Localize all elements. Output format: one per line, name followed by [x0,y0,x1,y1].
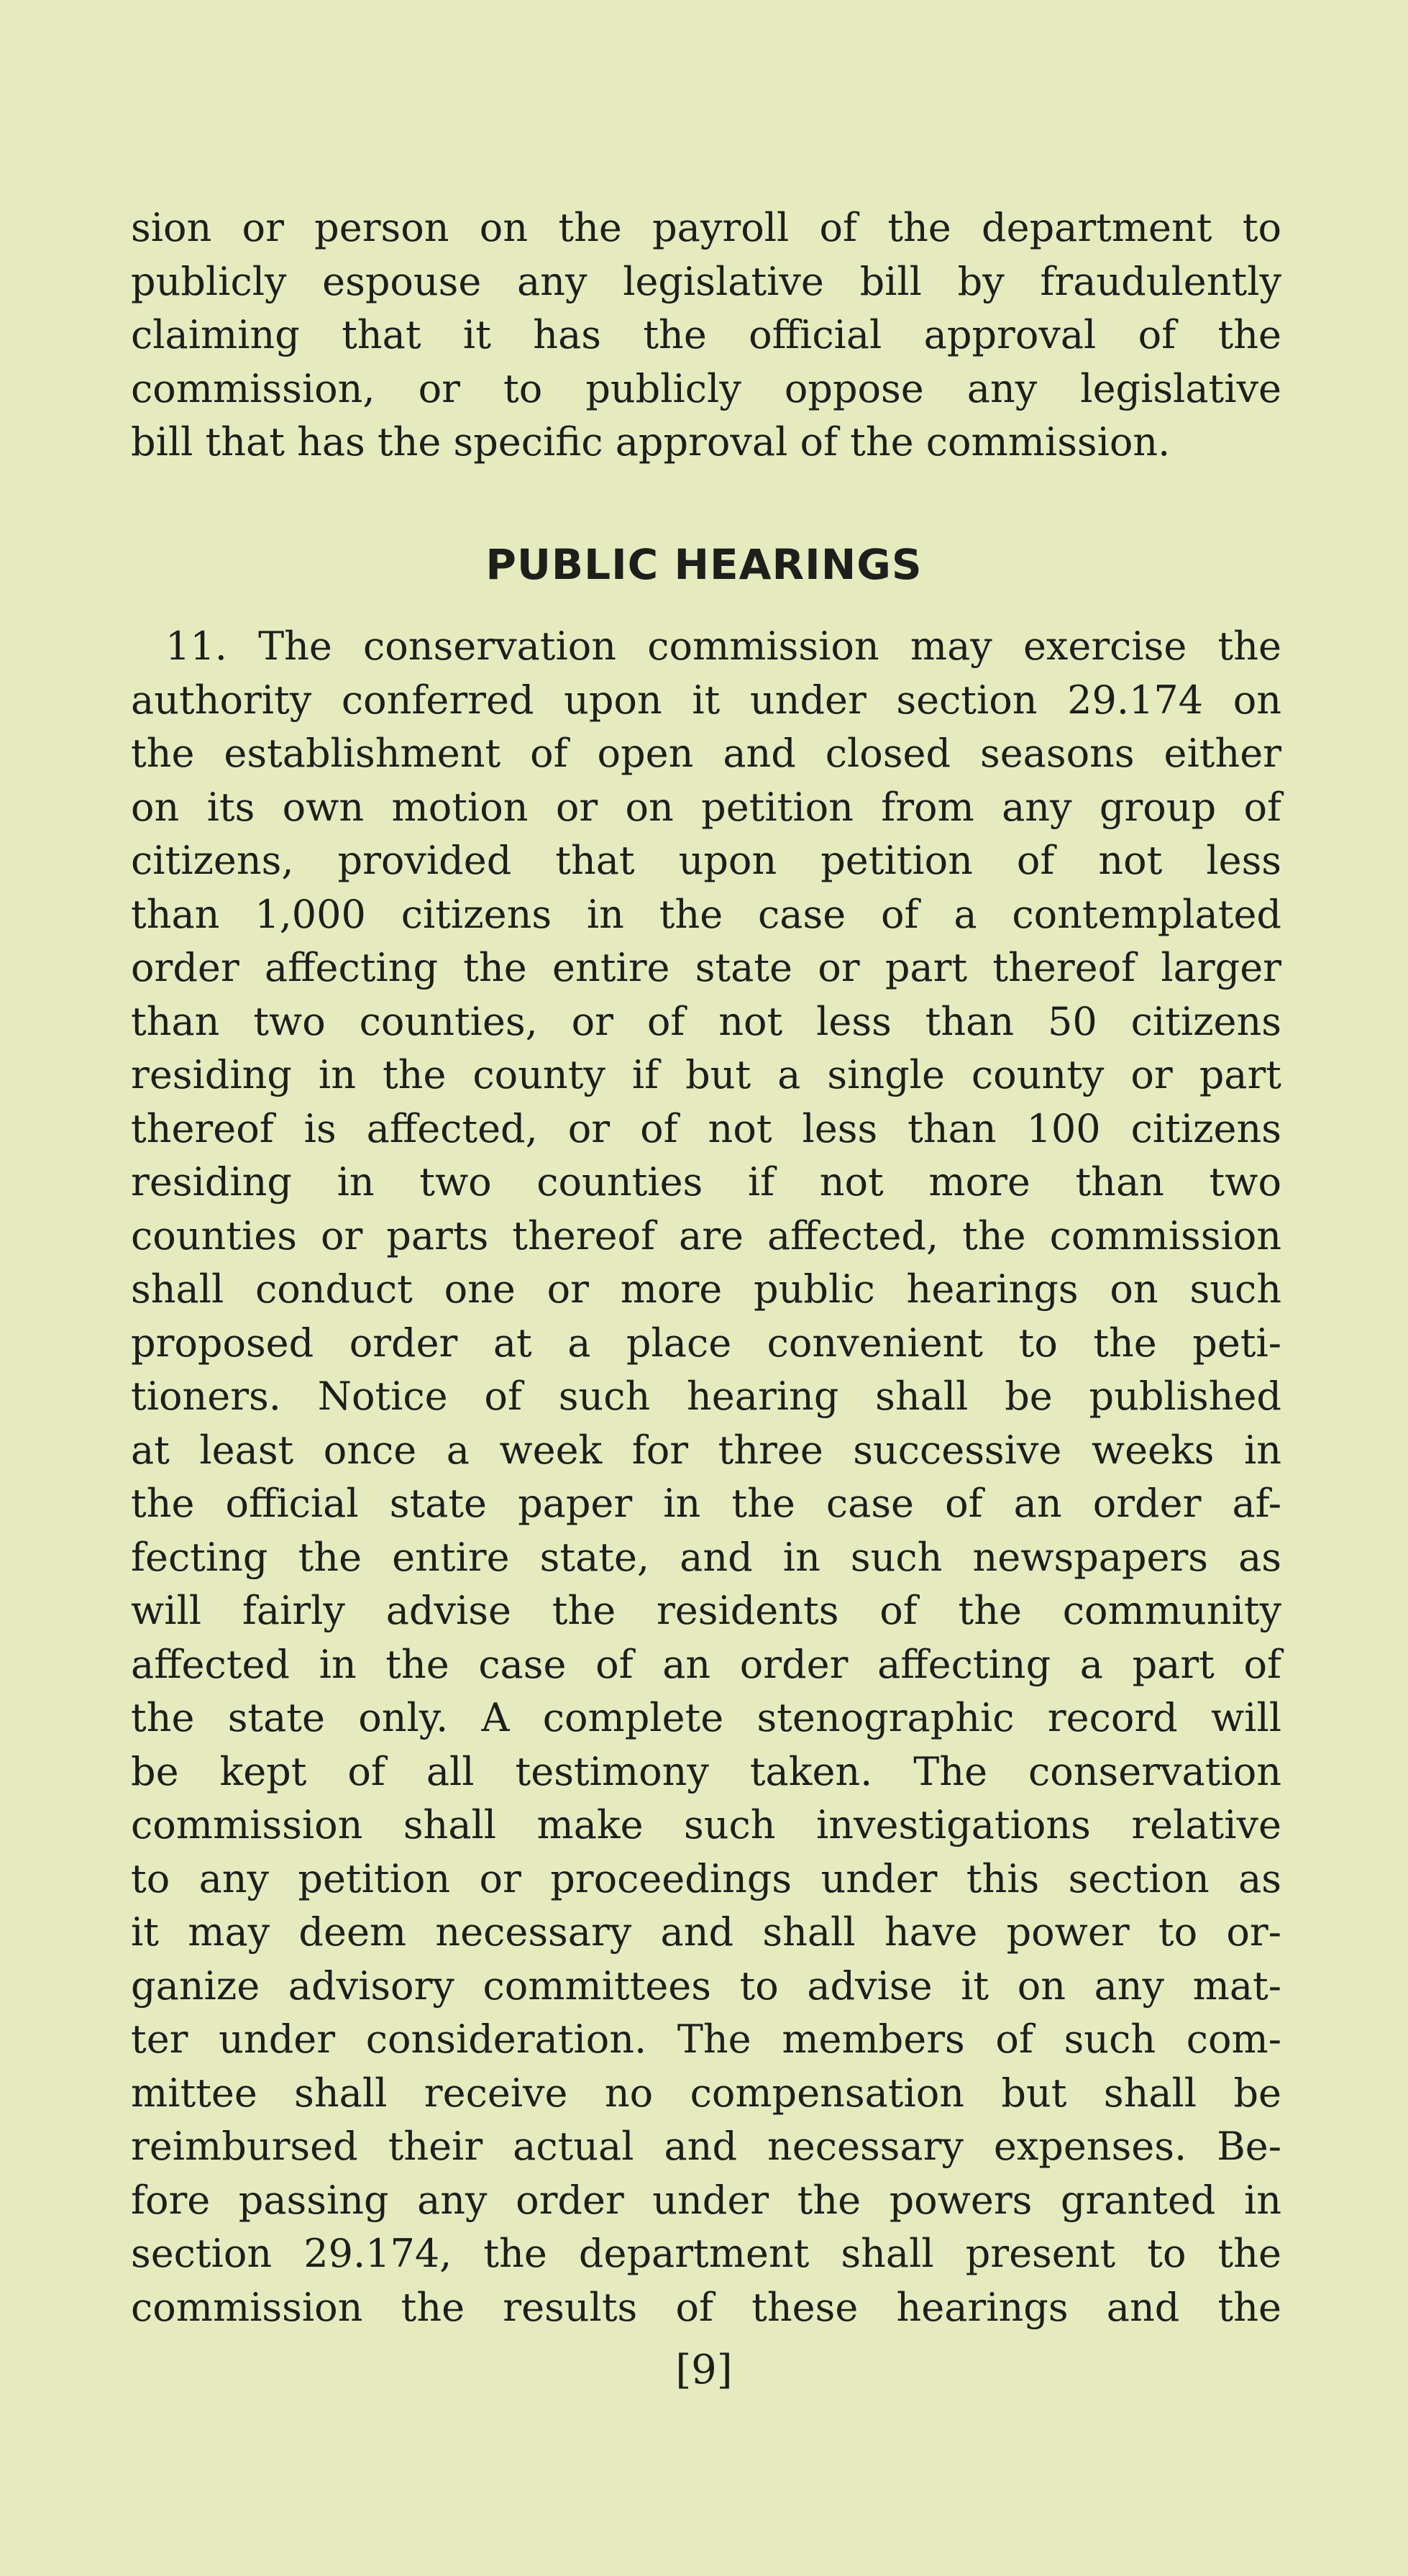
paragraph-line: at least once a week for three successive weeks in [131,1427,1281,1473]
paragraph-line: fecting the entire state, and in such newspapers as [131,1534,1281,1580]
page-number: [9] [675,2347,733,2393]
paragraph-line: ganize advisory committees to advise it on any mat- [131,1963,1281,2009]
paragraph-line: residing in the county if but a single county or part [131,1052,1281,1097]
paragraph-line: commission the results of these hearings and the [131,2284,1281,2330]
paragraph-line: to any petition or proceedings under this section as [131,1855,1281,1901]
paragraph-line: section 29.174, the department shall present to the [131,2231,1281,2276]
paragraph-line: will fairly advise the residents of the community [131,1588,1281,1633]
section-11-paragraph [131,620,1281,2334]
paragraph-line: than two counties, or of not less than 50 citizens [131,998,1281,1044]
paragraph-line: publicly espouse any legislative bill by fraudulently [131,258,1281,304]
paragraph-line: 11. The conservation commission may exercise the [165,624,1281,669]
paragraph-line: be kept of all testimony taken. The conservation [131,1748,1281,1794]
paragraph-line: shall conduct one or more public hearings on such [131,1266,1281,1312]
paragraph-line: commission shall make such investigations relative [131,1802,1281,1847]
paragraph-line: commission, or to publicly oppose any legislative [131,365,1281,411]
paragraph-line: on its own motion or on petition from any group of [131,784,1281,830]
paragraph-line: proposed order at a place convenient to the peti- [131,1320,1281,1366]
paragraph-line: fore passing any order under the powers granted in [131,2177,1281,2223]
paragraph-line: claiming that it has the official approval of the [131,312,1281,357]
intro-paragraph [131,201,1281,470]
paragraph-line: bill that has the specific approval of the commission. [131,419,1171,465]
paragraph-line: than 1,000 citizens in the case of a contemplated [131,891,1281,937]
paragraph-line: ter under consideration. The members of such com- [131,2017,1281,2062]
paragraph-line: affected in the case of an order affecting a part of [131,1641,1281,1687]
paragraph-line: order affecting the entire state or part thereof larger [131,945,1281,990]
paragraph-line: counties or parts thereof are affected, the commission [131,1212,1281,1259]
paragraph-line: the establishment of open and closed seasons either [131,731,1281,776]
section-heading: PUBLIC HEARINGS [485,540,923,589]
paragraph-line: sion or person on the payroll of the department to [131,205,1281,250]
paragraph-line: the state only. A complete stenographic record will [131,1695,1281,1740]
paragraph-line: authority conferred upon it under section 29.174 on [131,677,1281,723]
paragraph-line: mittee shall receive no compensation but shall be [131,2070,1281,2116]
paragraph-line: the official state paper in the case of an order af- [131,1481,1281,1526]
paragraph-line: it may deem necessary and shall have power to or- [131,1909,1281,1955]
paragraph-line: citizens, provided that upon petition of not less [131,838,1281,883]
paragraph-line: residing in two counties if not more than two [131,1159,1281,1205]
paragraph-line: reimbursed their actual and necessary expenses. Be- [131,2124,1281,2169]
paragraph-line: thereof is affected, or of not less than 100 citizens [131,1105,1281,1151]
paragraph-line: tioners. Notice of such hearing shall be published [131,1374,1281,1419]
